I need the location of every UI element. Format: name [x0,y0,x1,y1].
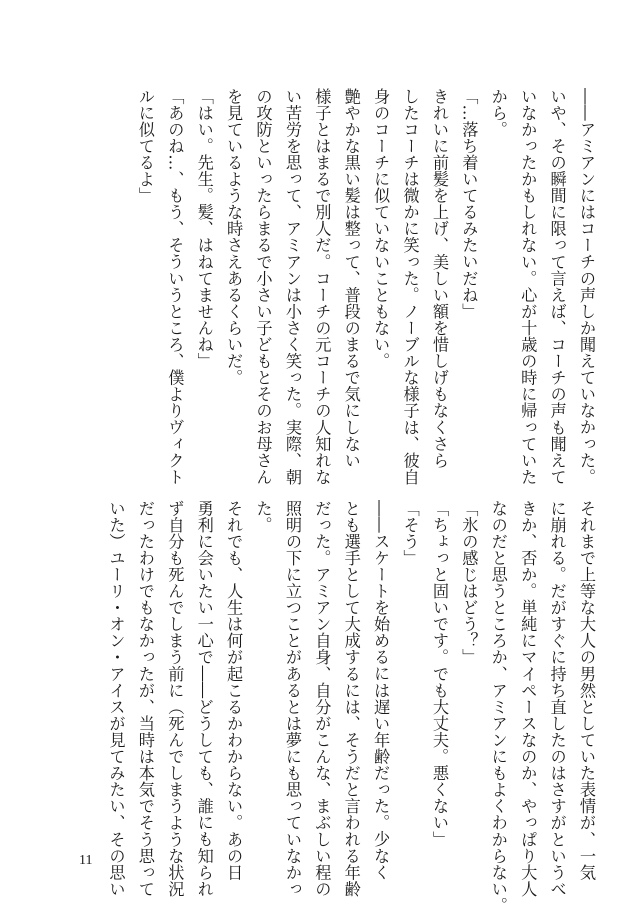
text-line: いや、その瞬間に限って言えば、コーチの声も聞えて [547,88,567,486]
text-line: だったわけでもなかったが、当時は本気でそう思って [135,500,155,898]
text-line: だった。アミアン自身、自分がこんな、まぶしい程の [312,500,332,898]
text-line: したコーチは微かに笑った。ノーブルな様子は、彼自 [400,88,420,486]
text-line: 「そう」 [400,500,420,567]
text-line: きか、否か。単純にマイペースなのか、やっぱり大人 [518,500,538,898]
text-line: 「あのね…、もう、そういうところ、僕よりヴィクト [165,88,185,486]
text-line: ――スケートを始めるには遅い年齢だった。少なく [371,500,391,881]
text-line: ――アミアンにはコーチの声しか聞えていなかった。 [577,88,596,486]
text-line: を見ているような時さえあるくらいだ。 [224,88,244,386]
text-line: なのだと思うところか、アミアンにもよくわからない。 [488,500,508,914]
text-line: 「はい。先生。髪、はねてませんね」 [194,88,214,370]
text-line: それまで上等な大人の男然としていた表情が、一気 [577,500,596,881]
text-line: に崩れる。だがすぐに持ち直したのはさすがというべ [547,500,567,898]
text-line: い苦労を思って、アミアンは小さく笑った。実際、朝 [282,88,302,486]
text-line: いた）ユーリ・オン・アイスが見てみたい、その思い [106,500,126,898]
text-line: 「…落ち着いてるみたいだね」 [459,88,479,320]
text-line: 「ちょっと固いです。でも大丈夫。悪くない」 [429,500,449,848]
text-line: ルに似てるよ」 [135,88,155,204]
text-line: から。 [488,88,508,138]
text-line: ず自分も死んでしまう前に（死んでしまうような状況 [165,500,185,898]
text-line: 様子とはまるで別人だ。コーチの元コーチの人知れな [312,88,332,486]
text-line: いなかったかもしれない。心が十歳の時に帰っていた [518,88,538,486]
text-line: た。 [253,500,273,534]
top-text-block [131,88,602,486]
text-line: それでも、人生は何が起こるかわからない。あの日 [224,500,244,881]
text-line: とも選手として大成するには、そうだと言われる年齢 [341,500,361,898]
text-line: 勇利に会いたい一心で――どうしても、誰にも知られ [194,500,214,898]
text-line: 身のコーチに似ていないこともない。 [371,88,391,370]
bottom-text-block [101,500,601,914]
text-line: の攻防といったらまるで小さい子どもとそのお母さん [253,88,273,486]
text-line: 照明の下に立つことがあるとは夢にも思っていなかっ [282,500,302,898]
text-line: 「氷の感じはどう？」 [459,500,479,666]
text-line: 艶やかな黒い髪は整って、普段のまるで気にしない [341,88,361,469]
page-number: 11 [79,853,93,868]
text-line: きれいに前髪を上げ、美しい額を惜しげもなくさら [429,88,449,469]
